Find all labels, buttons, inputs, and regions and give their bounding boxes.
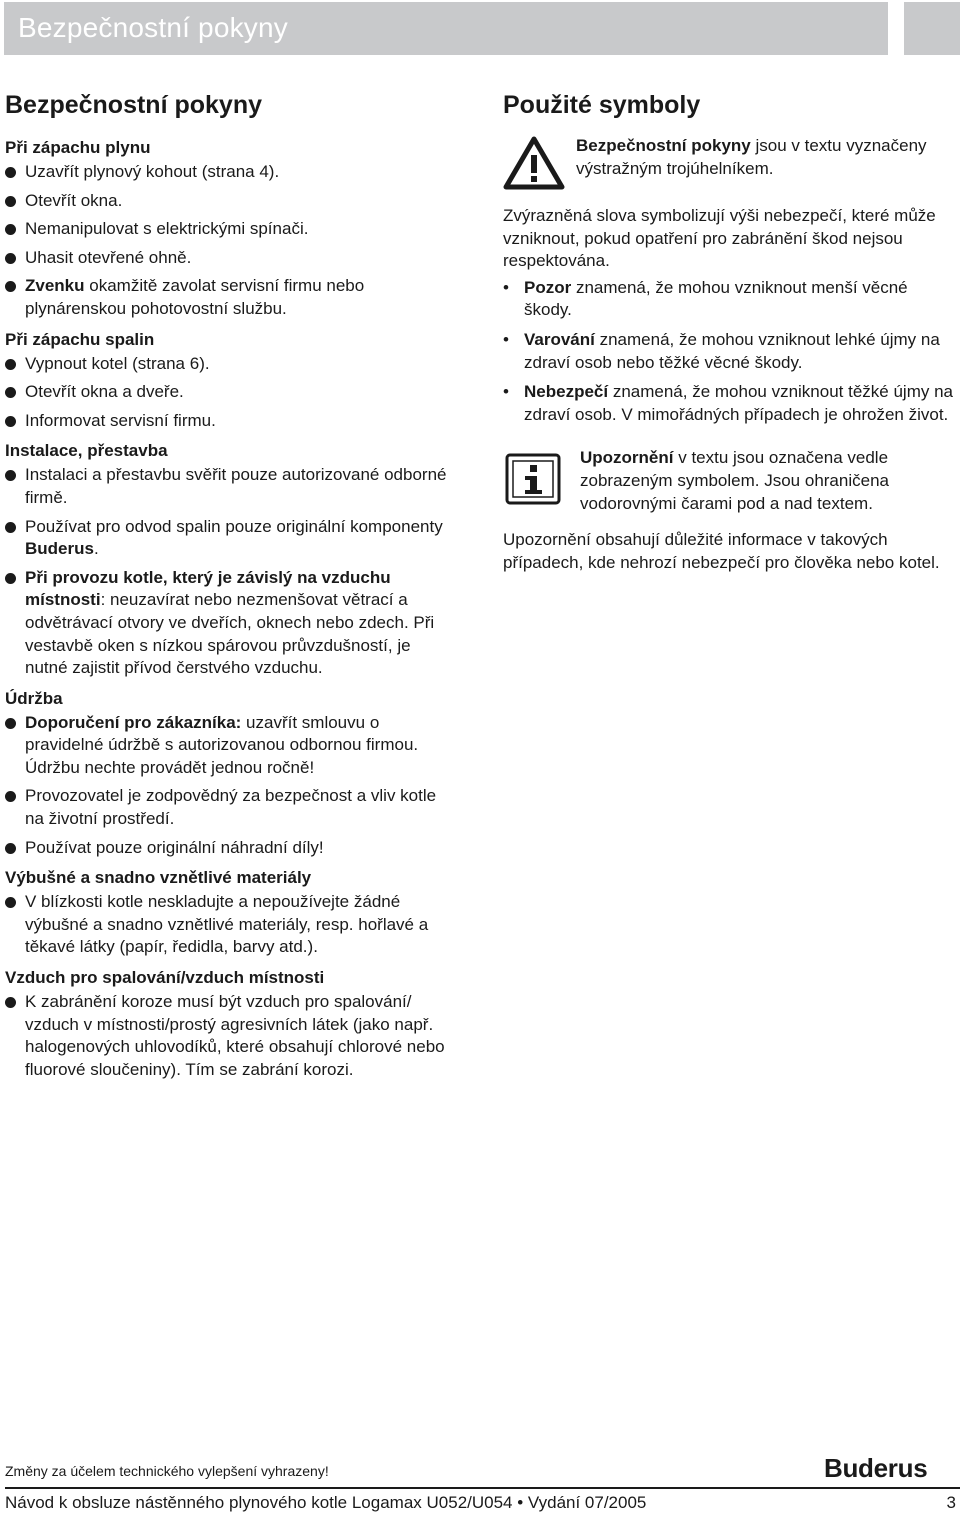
list-item: Zvenku okamžitě zavolat servisní firmu nebo plynárenskou pohotovostní službu. xyxy=(5,275,455,320)
install-title: Instalace, přestavba xyxy=(5,441,168,461)
list-item: • Pozor znamená, že mohou vzniknout menší věcné škody. xyxy=(503,277,908,320)
list-item: Používat pouze originální náhradní díly! xyxy=(5,837,455,860)
list-item: Provozovatel je zodpovědný za bezpečnost a vliv kotle na životní prostředí. xyxy=(5,785,455,830)
flue-title: Při zápachu spalin xyxy=(5,329,155,349)
list-item: K zabránění koroze musí být vzduch pro spalování/ vzduch v místnosti/prostý agresivních látek (jako např. halogenových uhlovodíků, které obsahují chlorové nebo fluorové sloučeniny). Tím se zabrání korozi. xyxy=(5,991,455,1081)
bullet-dot-icon xyxy=(5,281,16,292)
bullet-dot-icon xyxy=(5,718,16,729)
air-title: Vzduch pro spalování/vzduch místnosti xyxy=(5,968,325,988)
list-item: • Nebezpečí znamená, že mohou vzniknout těžké újmy na zdraví osob. V mimořádných případech je ohrožen život. xyxy=(503,382,953,424)
install-list xyxy=(5,464,455,679)
notice-paragraph: Upozornění obsahují důležité informace v takových případech, kde nehrozí nebezpečí pro člověka nebo kotel. xyxy=(503,530,940,572)
bullet-dot-icon xyxy=(5,167,16,178)
bullet-dot-icon xyxy=(5,253,16,264)
list-item: • Varování znamená, že mohou vzniknout lehké újmy na zdraví osob nebo těžké věcné škody. xyxy=(503,329,940,372)
bullet-dot-icon xyxy=(5,843,16,854)
header-band xyxy=(4,2,888,55)
bullet-dot-icon xyxy=(5,997,16,1008)
air-list xyxy=(5,991,455,1081)
bullet-dot-icon xyxy=(5,791,16,802)
list-item: Vypnout kotel (strana 6). xyxy=(5,353,455,376)
warning-row xyxy=(503,135,958,195)
install-section xyxy=(5,438,455,679)
explosive-section xyxy=(5,865,455,959)
buderus-logo: Buderus xyxy=(824,1453,928,1483)
list-item: Instalaci a přestavbu svěřit pouze autorizované odborné firmě. xyxy=(5,464,455,509)
explosive-title: Výbušné a snadno vznětlivé materiály xyxy=(5,868,312,888)
bullet-dot-icon xyxy=(5,897,16,908)
explosive-list xyxy=(5,891,455,959)
list-item: Informovat servisní firmu. xyxy=(5,410,455,433)
notice-text: Upozornění v textu jsou označena vedle zobrazeným symbolem. Jsou ohraničena vodorovnými čarami pod a nad textem. xyxy=(580,448,889,513)
left-column xyxy=(5,88,455,1087)
bullet-dot-icon xyxy=(5,196,16,207)
list-item: Otevřít okna. xyxy=(5,190,455,213)
bullet-dot-icon xyxy=(5,359,16,370)
right-column xyxy=(503,88,958,574)
gas-section xyxy=(5,135,455,321)
page-header-title: Bezpečnostní pokyny xyxy=(18,12,288,43)
bullet-dot-icon xyxy=(5,573,16,584)
section-heading: Bezpečnostní pokyny xyxy=(5,91,262,119)
maintenance-title: Údržba xyxy=(5,688,63,708)
bullet-dot-icon xyxy=(5,416,16,427)
list-item: Doporučení pro zákazníka: uzavřít smlouvu o pravidelné údržbě s autorizovanou odbornou firmou. Údržbu nechte provádět jednou ročně! xyxy=(5,712,455,780)
page-number: 3 xyxy=(946,1493,956,1512)
list-item: Nemanipulovat s elektrickými spínači. xyxy=(5,218,455,241)
bullet-icon: • xyxy=(503,382,509,402)
list-item: V blízkosti kotle neskladujte a nepoužívejte žádné výbušné a snadno vznětlivé materiály, resp. hořlavé a těkavé látky (papír, ředidla, barvy atd.). xyxy=(5,891,455,959)
footer-divider xyxy=(5,1487,960,1489)
list-item: Používat pro odvod spalin pouze originální komponenty Buderus. xyxy=(5,516,455,561)
flue-section xyxy=(5,327,455,433)
list-item: Uhasit otevřené ohně. xyxy=(5,247,455,270)
warning-triangle-icon xyxy=(503,135,565,191)
bullet-dot-icon xyxy=(5,470,16,481)
notice-row xyxy=(503,447,958,515)
bullet-icon: • xyxy=(503,329,509,349)
list-item: Uzavřít plynový kohout (strana 4). xyxy=(5,161,455,184)
signal-list xyxy=(503,277,958,427)
maintenance-list xyxy=(5,712,455,860)
gas-title: Při zápachu plynu xyxy=(5,138,151,157)
footer-doc-title: Návod k obsluze nástěnného plynového kotle Logamax U052/U054 • Vydání 07/2005 xyxy=(5,1493,647,1512)
list-item: Otevřít okna a dveře. xyxy=(5,381,455,404)
list-item: Při provozu kotle, který je závislý na vzduchu místnosti: neuzavírat nebo nezmenšovat větrací a odvětrávací otvory ve dveřích, oknech nebo zdech. Při vestavbě oken s nízkou spárovou průvzdušností, je nutné zajistit přívod čerstvého vzduchu. xyxy=(5,567,455,680)
flue-list xyxy=(5,353,455,433)
bullet-icon: • xyxy=(503,277,509,297)
header-band-tab xyxy=(904,2,960,55)
signal-intro: Zvýrazněná slova symbolizují výši nebezpečí, které může vzniknout, pokud opatření pro zabránění škod nejsou respektována. xyxy=(503,206,936,271)
air-section xyxy=(5,965,455,1081)
footer-note: Změny za účelem technického vylepšení vyhrazeny! xyxy=(5,1463,329,1479)
bullet-dot-icon xyxy=(5,522,16,533)
bullet-dot-icon xyxy=(5,387,16,398)
gas-list xyxy=(5,161,455,321)
warning-text: Bezpečnostní pokyny jsou v textu vyznačeny výstražným trojúhelníkem. xyxy=(576,136,927,178)
maintenance-section xyxy=(5,686,455,860)
bullet-dot-icon xyxy=(5,224,16,235)
symbols-heading: Použité symboly xyxy=(503,91,701,119)
info-icon xyxy=(503,447,565,509)
